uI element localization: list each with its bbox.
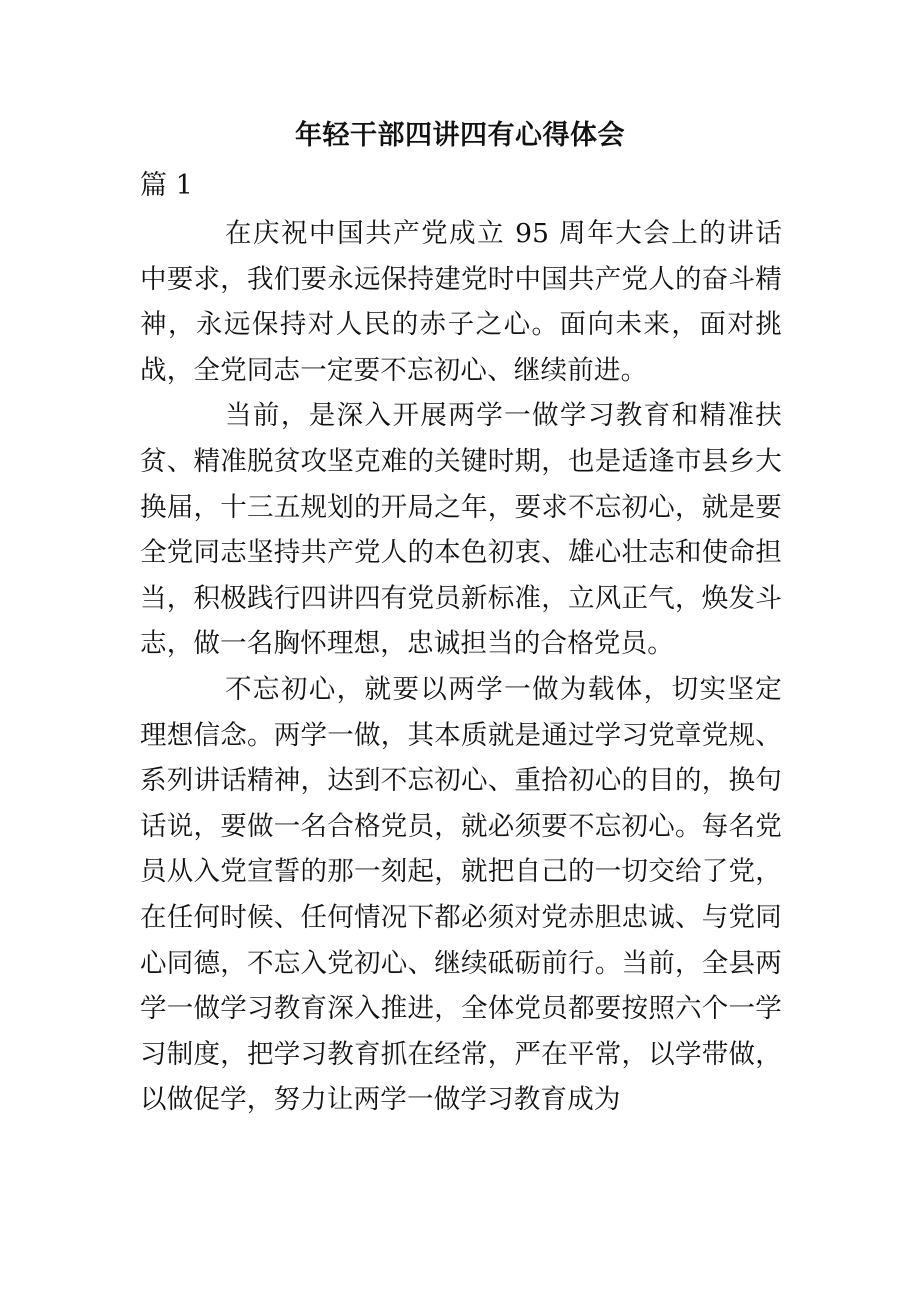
document-title: 年轻干部四讲四有心得体会 bbox=[295, 120, 625, 151]
section-label: 篇 1 bbox=[140, 170, 193, 201]
paragraph: 当前，是深入开展两学一做学习教育和精准扶贫、精准脱贫攻坚克难的关键时期，也是适逢市县乡大换届，十三五规划的开局之年，要求不忘初心，就是要全党同志坚持共产党人的本色初衷、雄心壮志和使命担当，积极践行四讲四有党员新标准，立风正气，焕发斗志，做一名胸怀理想，忠诚担当的合格党员。 bbox=[140, 400, 782, 660]
document-body bbox=[140, 211, 782, 1123]
paragraph: 不忘初心，就要以两学一做为载体，切实坚定理想信念。两学一做，其本质就是通过学习党章党规、系列讲话精神，达到不忘初心、重拾初心的目的，换句话说，要做一名合格党员，就必须要不忘初心。每名党员从入党宣誓的那一刻起，就把自己的一切交给了党，在任何时候、任何情况下都必须对党赤胆忠诚、与党同心同德，不忘入党初心、继续砥砺前行。当前，全县两学一做学习教育深入推进，全体党员都要按照六个一学习制度，把学习教育抓在经常，严在平常，以学带做，以做促学，努力让两学一做学习教育成为 bbox=[140, 673, 782, 1116]
paragraph: 在庆祝中国共产党成立 95 周年大会上的讲话中要求，我们要永远保持建党时中国共产党人的奋斗精神，永远保持对人民的赤子之心。面向未来，面对挑战，全党同志一定要不忘初心、继续前进。 bbox=[140, 218, 782, 386]
